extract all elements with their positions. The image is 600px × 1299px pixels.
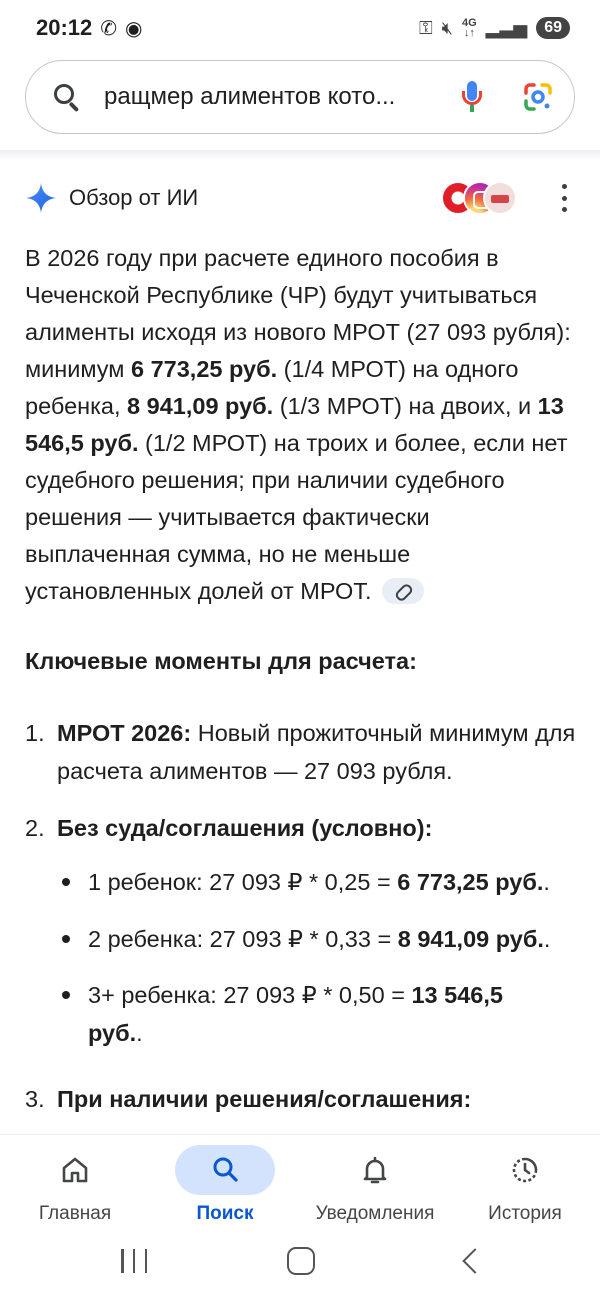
search-input[interactable]: ращмер алиментов кото... (104, 83, 396, 110)
paragraph-text: (1/2 МРОТ) на троих и более, если нет судебного решения; при наличии судебного решения — учитывается фактически выплаченная сумма, но не меньше установленных долей от МРОТ. (25, 430, 568, 604)
bell-icon (361, 1155, 389, 1185)
nav-search[interactable] (150, 1135, 300, 1239)
status-left (36, 15, 143, 41)
key-icon: ⚿ (418, 17, 433, 38)
paragraph-text: В 2026 году при расчете единого пособия в Чеченской Республике (ЧР) будут учитываться алименты исходя из нового МРОТ (27 093 рубля): минимум (25, 245, 571, 382)
section-title: Ключевые моменты для расчета: (25, 648, 417, 674)
signal-icon: ▂▃▅ (485, 17, 528, 38)
microphone-icon[interactable] (458, 79, 486, 115)
nav-history[interactable] (450, 1135, 600, 1239)
bullet-item (62, 863, 582, 903)
nav-notifications[interactable] (300, 1135, 450, 1239)
list-number: 2. (25, 815, 45, 841)
list-item-heading: Без суда/соглашения (условно): (57, 815, 433, 841)
bullet-text: 1 ребенок: 27 093 ₽ * 0,25 = 6 773,25 руб.. (88, 869, 550, 895)
sparkle-icon (25, 182, 57, 214)
status-right (419, 17, 570, 39)
ai-overview-header (25, 178, 575, 218)
source-link-chip[interactable] (382, 578, 424, 604)
bullet-item (62, 976, 582, 1056)
list-number: 1. (25, 720, 45, 746)
list-item-body (57, 809, 585, 847)
status-bar (0, 0, 600, 56)
search-bar[interactable] (25, 60, 575, 134)
battery-indicator: 69 (536, 17, 570, 39)
list-number: 3. (25, 1086, 45, 1112)
header-shadow (0, 150, 600, 160)
home-button-icon[interactable] (287, 1247, 315, 1275)
list-item-body (57, 1080, 585, 1118)
paragraph-bold: 8 941,09 руб. (127, 393, 274, 419)
ai-overview-title: Обзор от ИИ (69, 185, 199, 210)
mute-icon: 🔇︎ (441, 17, 453, 38)
search-icon[interactable] (52, 82, 82, 112)
list-item (25, 714, 585, 794)
google-lens-icon[interactable] (522, 81, 554, 113)
list-item (25, 1080, 585, 1120)
chat-icon: ◉ (125, 17, 143, 40)
nav-label: Поиск (196, 1203, 254, 1224)
recent-apps-icon[interactable] (121, 1249, 147, 1273)
bullet-text: 3+ ребенка: 27 093 ₽ * 0,50 = 13 546,5 руб.. (88, 982, 503, 1046)
list-item-heading: При наличии решения/соглашения: (57, 1086, 472, 1112)
clock: 20:12 (36, 15, 93, 40)
bullet-text: 2 ребенка: 27 093 ₽ * 0,33 = 8 941,09 руб.. (88, 926, 551, 952)
list-item (25, 809, 585, 849)
ai-overview-content (25, 240, 581, 610)
home-icon (61, 1155, 89, 1185)
more-vert-icon[interactable] (561, 184, 567, 212)
nav-label: История (488, 1203, 562, 1224)
bullet-dot (62, 935, 70, 943)
nav-home[interactable] (0, 1135, 150, 1239)
whatsapp-icon: ✆ (100, 17, 118, 40)
bullet-dot (62, 878, 70, 886)
list-item-text: Новый прожиточный минимум для расчета алиментов — 27 093 рубля. (57, 720, 576, 784)
network-type: 4G ↓↑ (461, 17, 477, 39)
paragraph-text: (1/4 МРОТ) на одного ребенка, (25, 356, 519, 419)
bottom-navigation (0, 1134, 600, 1238)
source-favicons[interactable] (441, 181, 517, 215)
nav-label: Главная (38, 1203, 112, 1224)
ai-overview-paragraph (25, 240, 581, 610)
list-item-body (57, 714, 585, 790)
system-navigation-bar (0, 1238, 600, 1299)
list-item-heading: МРОТ 2026: (57, 720, 192, 746)
bullet-dot (62, 991, 70, 999)
paragraph-bold: 13 546,5 руб. (25, 393, 564, 456)
paragraph-text: (1/3 МРОТ) на двоих, и (273, 393, 538, 419)
nav-label: Уведомления (315, 1203, 435, 1224)
source-favicon-3[interactable] (483, 181, 517, 215)
paragraph-bold: 6 773,25 руб. (130, 356, 278, 382)
history-icon (511, 1155, 539, 1185)
back-icon[interactable] (462, 1248, 487, 1273)
bullet-item (62, 920, 582, 960)
search-icon (211, 1155, 239, 1185)
